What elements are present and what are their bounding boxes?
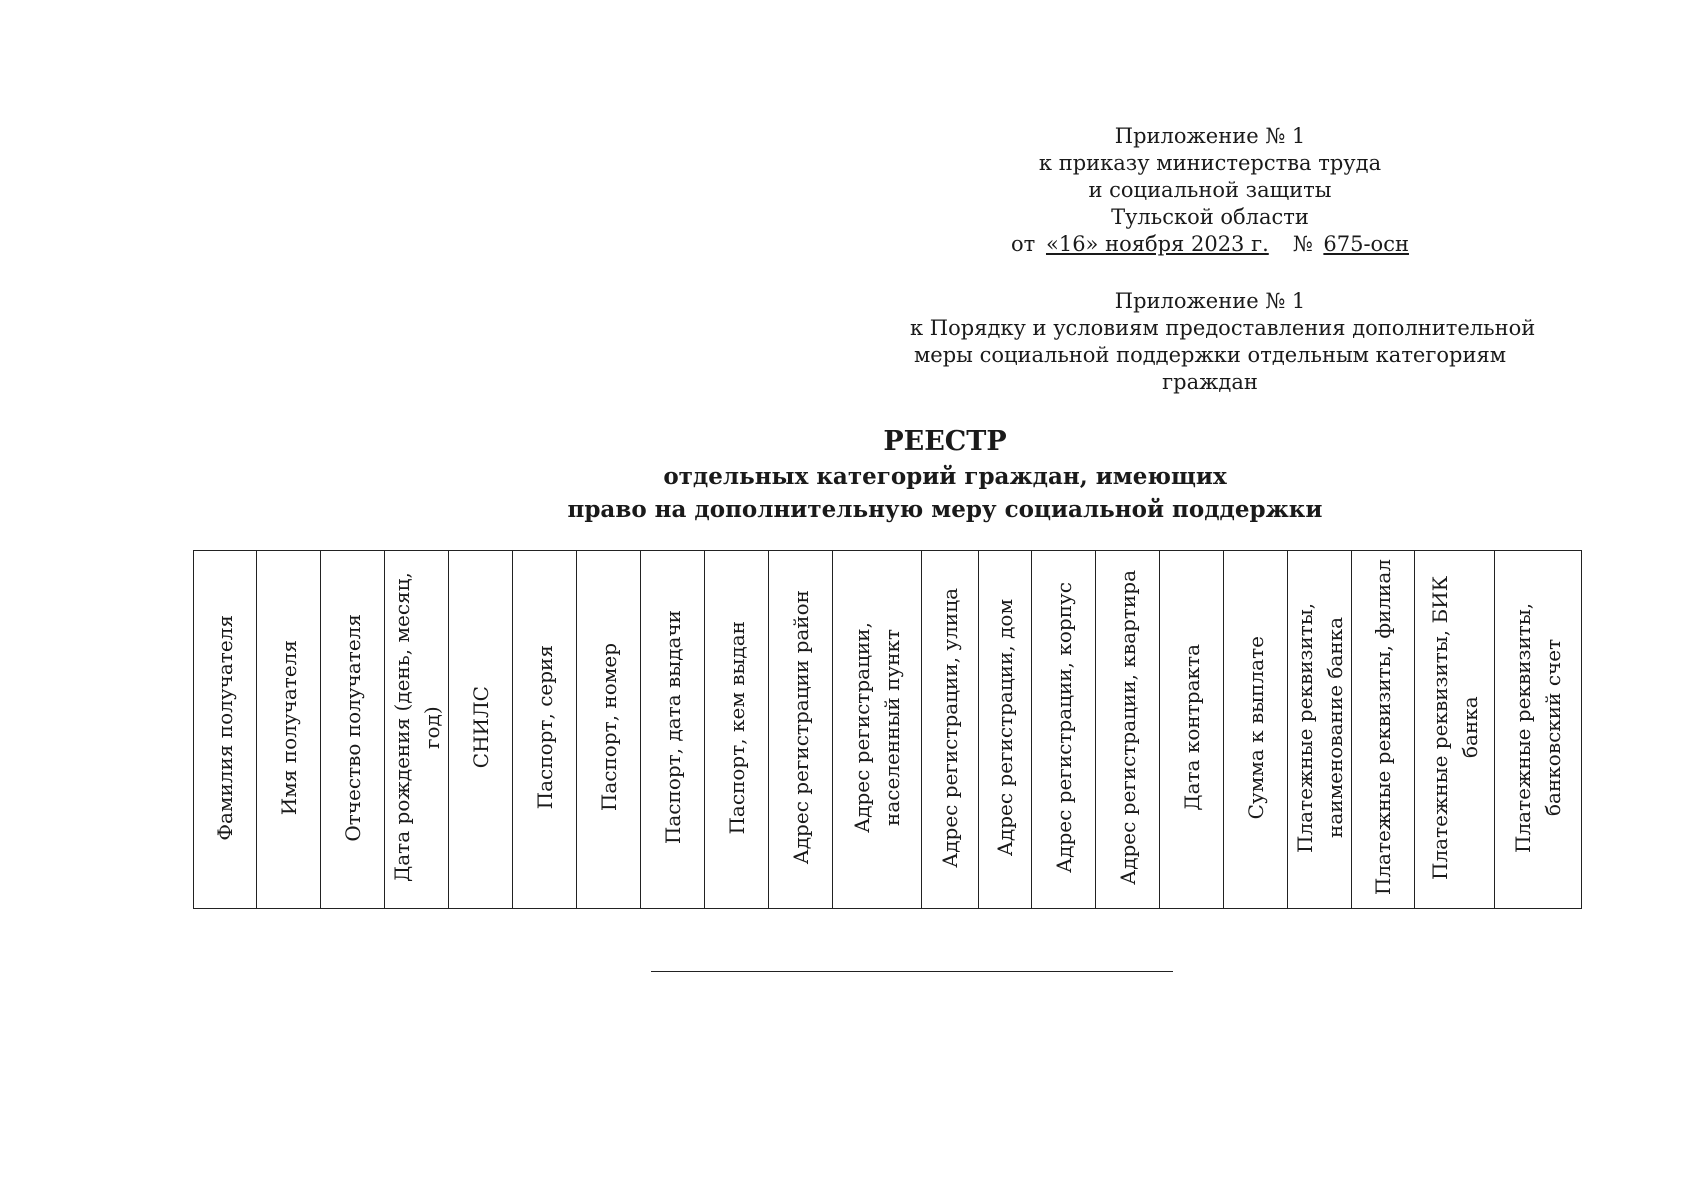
order-number: 675-осн — [1323, 232, 1409, 256]
title-subtitle-line2: право на дополнительную меру социальной поддержки — [567, 496, 1323, 523]
column-header: Платежные реквизиты, наименование банка — [1288, 551, 1352, 909]
appendix-date-line — [1000, 231, 1420, 258]
appendix-number: Приложение № 1 — [1114, 289, 1306, 313]
order-date: «16» ноября 2023 г. — [1045, 232, 1269, 256]
column-header: Паспорт, серия — [513, 551, 577, 909]
column-header: Отчество получателя — [321, 551, 385, 909]
column-header: Адрес регистрации, квартира — [1096, 551, 1160, 909]
date-prefix: от — [1011, 232, 1036, 256]
appendix-procedure-ref-cont: меры социальной поддержки отдельным категориям — [913, 343, 1507, 367]
appendix-ministry: и социальной защиты — [1088, 178, 1332, 202]
column-header: Платежные реквизиты, банковский счет — [1495, 551, 1582, 909]
column-header: Платежные реквизиты, БИК банка — [1415, 551, 1495, 909]
column-header: Адрес регистрации, улица — [922, 551, 979, 909]
column-header: Платежные реквизиты, филиал — [1352, 551, 1415, 909]
column-header: Адрес регистрации, корпус — [1032, 551, 1096, 909]
column-header: Имя получателя — [257, 551, 321, 909]
order-appendix-header — [1000, 123, 1420, 258]
title-main: РЕЕСТР — [883, 426, 1007, 457]
column-header: Паспорт, дата выдачи — [641, 551, 705, 909]
column-header: Дата рождения (день, месяц, год) — [385, 551, 449, 909]
appendix-procedure-ref: к Порядку и условиям предоставления дополнительной — [910, 316, 1536, 340]
column-header: Сумма к выплате — [1224, 551, 1288, 909]
number-prefix: № — [1292, 232, 1313, 256]
appendix-region: Тульской области — [1111, 205, 1309, 229]
table-header-row — [194, 551, 1582, 909]
column-header: Адрес регистрации, населенный пункт — [833, 551, 922, 909]
column-header: Фамилия получателя — [194, 551, 257, 909]
document-title — [380, 424, 1510, 526]
appendix-order-ref: к приказу министерства труда — [1038, 151, 1382, 175]
column-header: Паспорт, номер — [577, 551, 641, 909]
appendix-number: Приложение № 1 — [1114, 124, 1306, 148]
column-header: Адрес регистрации район — [769, 551, 833, 909]
appendix-procedure-ref-end: граждан — [1162, 370, 1258, 394]
closing-divider-line — [651, 971, 1173, 972]
title-subtitle-line1: отдельных категорий граждан, имеющих — [663, 463, 1227, 490]
procedure-appendix-header — [910, 288, 1536, 396]
registry-table — [193, 550, 1582, 909]
column-header: Адрес регистрации, дом — [979, 551, 1032, 909]
column-header: СНИЛС — [449, 551, 513, 909]
column-header: Дата контракта — [1160, 551, 1224, 909]
column-header: Паспорт, кем выдан — [705, 551, 769, 909]
